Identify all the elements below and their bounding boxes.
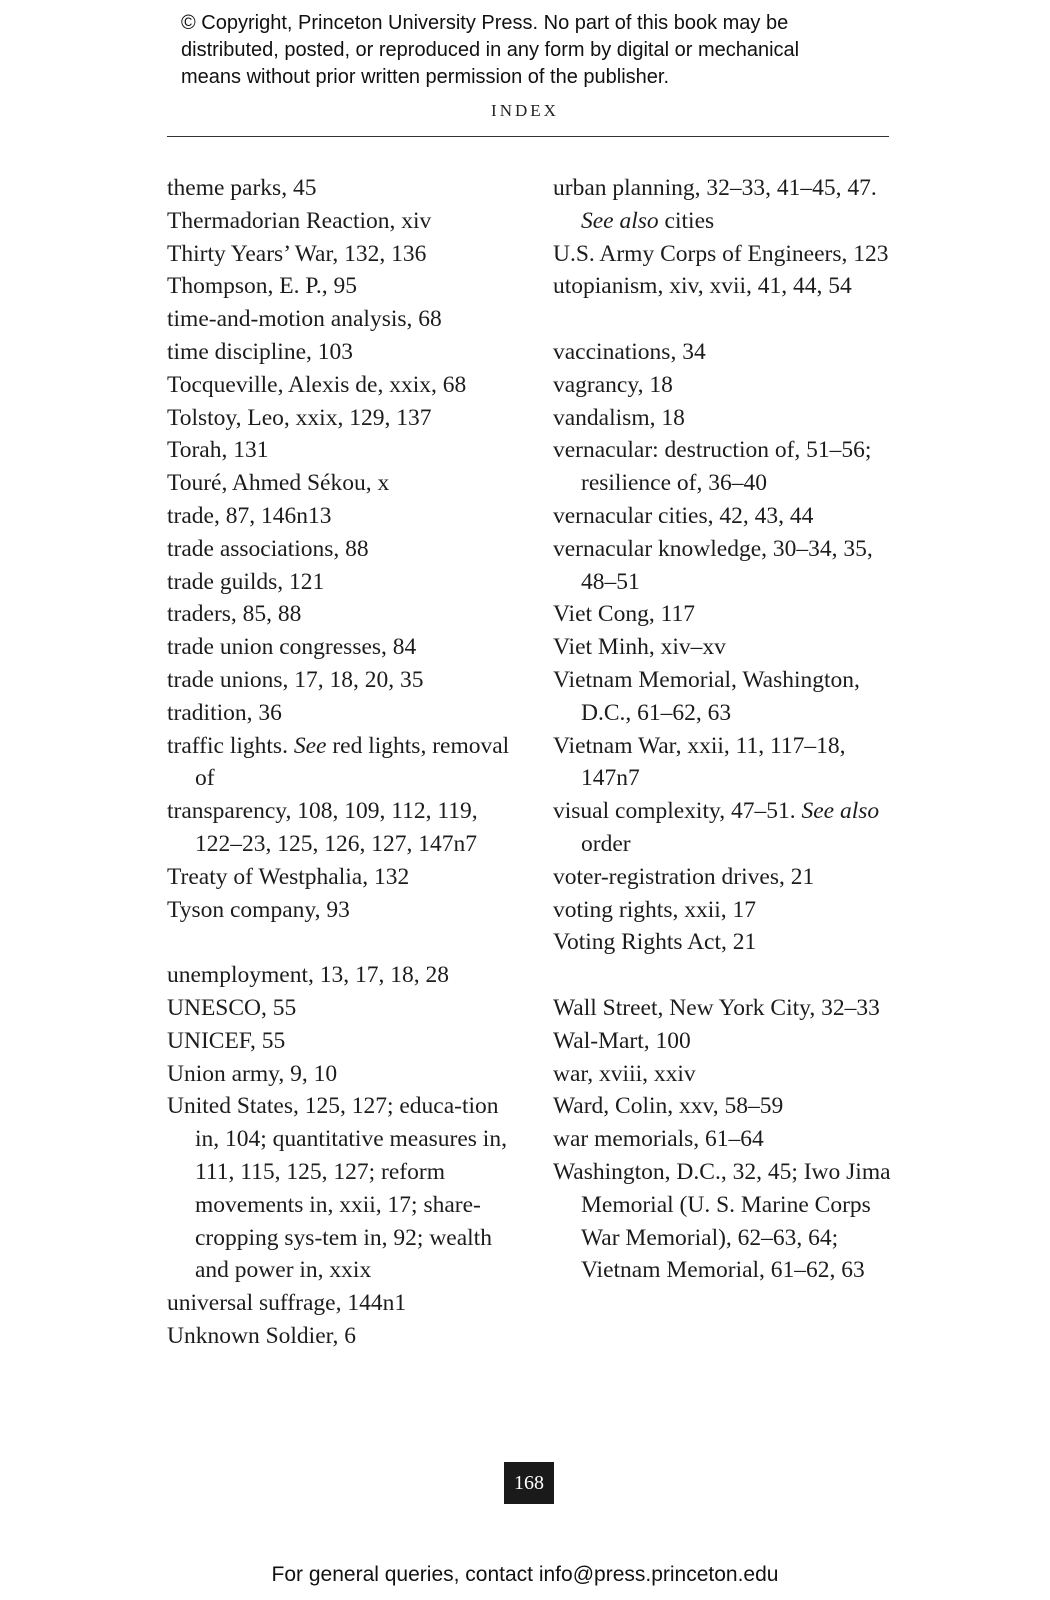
- header-rule: [167, 136, 889, 137]
- index-column-right: [553, 172, 903, 1287]
- entry-text: red lights, removal of: [195, 732, 516, 792]
- copyright-line-3: means without prior written permission of the publisher.: [181, 66, 670, 88]
- index-entry: trade, 87, 146n13: [167, 502, 332, 529]
- index-entry: vernacular: destruction of, 51–56; resilience of, 36–40: [553, 437, 878, 497]
- index-entry: Unknown Soldier, 6: [167, 1322, 357, 1349]
- index-entry: vaccinations, 34: [553, 338, 706, 365]
- index-entry: Vietnam Memorial, Washington, D.C., 61–62, 63: [553, 666, 866, 726]
- index-entry: Voting Rights Act, 21: [553, 929, 757, 956]
- index-entry: transparency, 108, 109, 112, 119, 122–23, 125, 126, 127, 147n7: [167, 798, 484, 857]
- index-entry: voting rights, xxii, 17: [553, 896, 757, 923]
- entry-text: traffic lights.: [167, 732, 294, 759]
- index-entry: Viet Cong, 117: [553, 601, 695, 628]
- index-entry: Thirty Years’ War, 132, 136: [167, 240, 427, 267]
- entry-text: visual complexity, 47–51.: [553, 798, 802, 825]
- index-entry: utopianism, xiv, xvii, 41, 44, 54: [553, 273, 852, 300]
- index-entry: universal suffrage, 144n1: [167, 1290, 407, 1317]
- index-entry: tradition, 36: [167, 699, 282, 726]
- index-entry: Touré, Ahmed Sékou, x: [167, 470, 390, 497]
- index-entry: vagrancy, 18: [553, 371, 673, 398]
- index-letter-gap: [553, 959, 903, 992]
- see-reference: See also: [801, 798, 880, 825]
- index-entry: Tocqueville, Alexis de, xxix, 68: [167, 371, 467, 398]
- index-entry: [167, 730, 516, 796]
- index-entry: Tyson company, 93: [167, 896, 350, 923]
- index-entry: Viet Minh, xiv–xv: [553, 634, 726, 661]
- index-entry: Treaty of Westphalia, 132: [167, 863, 410, 890]
- copyright-notice: [181, 10, 901, 91]
- index-entry: vernacular cities, 42, 43, 44: [553, 502, 814, 529]
- entry-text: cities: [658, 207, 715, 234]
- copyright-line-2: distributed, posted, or reproduced in any form by digital or mechanical: [181, 39, 800, 61]
- index-entry: vernacular knowledge, 30–34, 35, 48–51: [553, 535, 879, 595]
- index-letter-gap: [167, 926, 512, 959]
- see-reference: See: [293, 732, 327, 759]
- index-entry: Ward, Colin, xxv, 58–59: [553, 1093, 784, 1120]
- entry-text: urban planning, 32–33, 41–45, 47.: [553, 175, 883, 201]
- index-entry: voter-registration drives, 21: [553, 863, 815, 890]
- index-entry: Tolstoy, Leo, xxix, 129, 137: [167, 404, 432, 431]
- index-entry: war, xviii, xxiv: [553, 1060, 696, 1087]
- index-entry: [553, 795, 903, 861]
- index-entry: Vietnam War, xxii, 11, 117–18, 147n7: [553, 732, 852, 792]
- index-entry: Wall Street, New York City, 32–33: [553, 994, 880, 1021]
- index-entry: Wal-Mart, 100: [553, 1027, 691, 1054]
- index-entry: war memorials, 61–64: [553, 1126, 764, 1153]
- index-entry: trade union congresses, 84: [167, 634, 417, 661]
- index-entry: unemployment, 13, 17, 18, 28: [167, 962, 449, 989]
- index-column-left: [167, 172, 516, 1353]
- index-entry: UNESCO, 55: [167, 994, 297, 1021]
- index-letter-gap: [553, 303, 903, 336]
- copyright-line-1: © Copyright, Princeton University Press. No part of this book may be: [181, 12, 789, 34]
- page-number: 168: [504, 1462, 554, 1504]
- footer-contact: For general queries, contact info@press.princeton.edu: [271, 1563, 779, 1586]
- index-entry: [553, 172, 903, 238]
- index-entry: theme parks, 45: [167, 175, 317, 201]
- index-entry: traders, 85, 88: [167, 601, 302, 628]
- index-entry: vandalism, 18: [553, 404, 685, 431]
- index-entry: trade unions, 17, 18, 20, 35: [167, 666, 424, 693]
- index-entry: trade guilds, 121: [167, 568, 325, 595]
- index-entry: United States, 125, 127; educa-tion in, 104; quantitative measures in, 111, 115, 125, 127; reform movements in, xxii, 17; share-cropping sys-tem in, 92; wealth and power in, xxix: [167, 1093, 513, 1284]
- index-entry: Washington, D.C., 32, 45; Iwo Jima Memorial (U. S. Marine Corps War Memorial), 62–63, 64; Vietnam Memorial, 61–62, 63: [553, 1158, 897, 1284]
- index-entry: trade associations, 88: [167, 535, 369, 562]
- see-reference: See also: [581, 207, 659, 234]
- index-entry: Thermadorian Reaction, xiv: [167, 207, 432, 234]
- index-entry: Thompson, E. P., 95: [167, 273, 357, 300]
- index-entry: time discipline, 103: [167, 338, 354, 365]
- entry-text: order: [581, 798, 886, 857]
- index-entry: Union army, 9, 10: [167, 1060, 338, 1087]
- index-entry: Torah, 131: [167, 437, 269, 464]
- index-entry: UNICEF, 55: [167, 1027, 286, 1054]
- index-entry: U.S. Army Corps of Engineers, 123: [553, 240, 889, 267]
- running-head: INDEX: [491, 101, 559, 120]
- index-entry: time-and-motion analysis, 68: [167, 306, 442, 333]
